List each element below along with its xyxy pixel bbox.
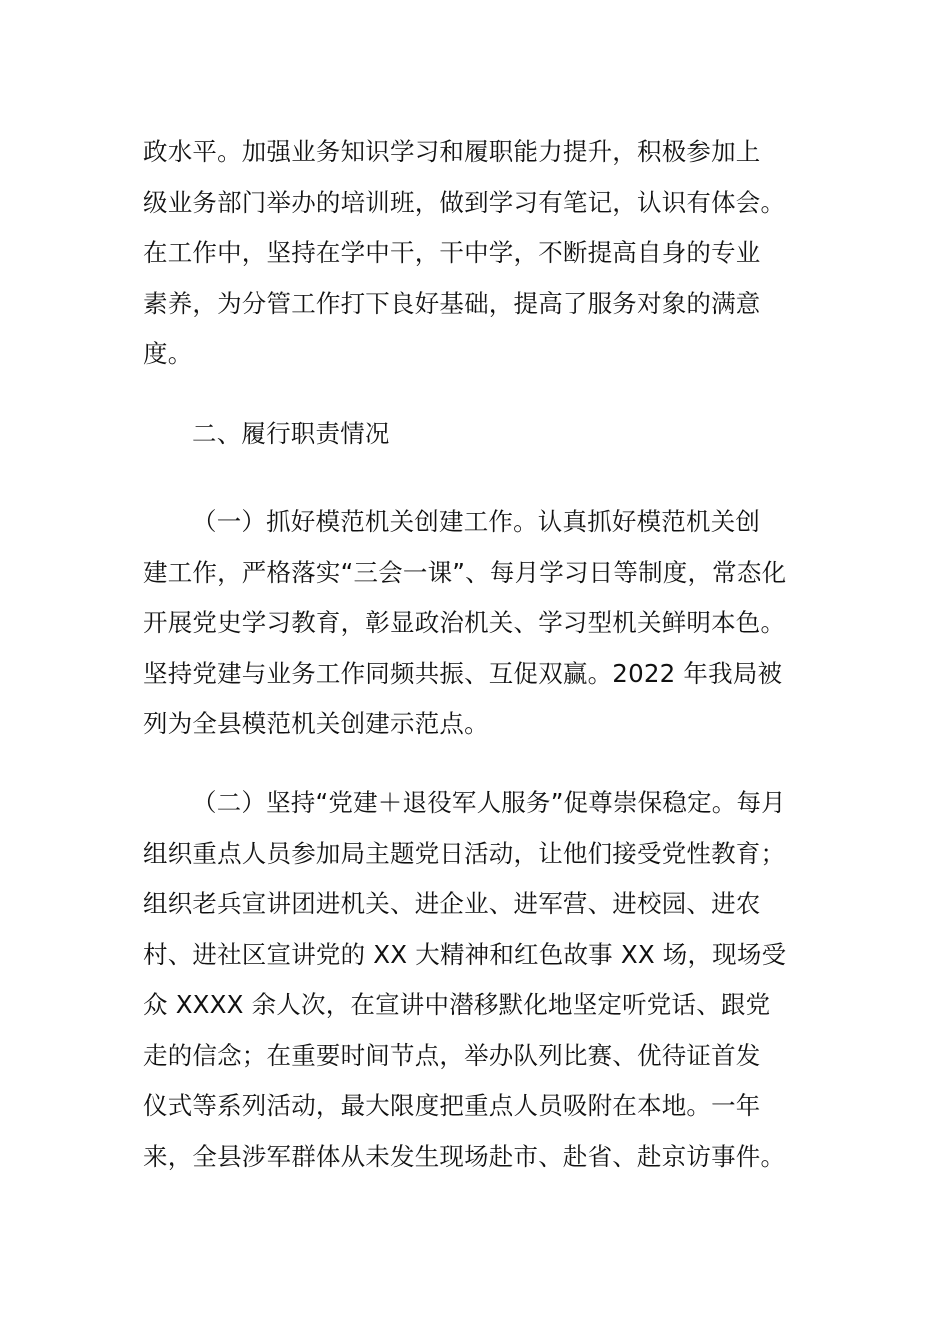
text-line: 众 XXXX 余人次，在宣讲中潜移默化地坚定听党话、跟党 — [143, 990, 771, 1019]
text-line: 建工作，严格落实“三会一课”、每月学习日等制度，常态化 — [143, 557, 787, 587]
paragraph-2 — [143, 497, 807, 750]
text-line: 政水平。加强业务知识学习和履职能力提升，积极参加上 — [143, 137, 761, 166]
text-line: 组织老兵宣讲团进机关、进企业、进军营、进校园、进农 — [143, 889, 761, 918]
paragraph-3 — [143, 778, 807, 1182]
text-line: 仪式等系列活动，最大限度把重点人员吸附在本地。一年 — [143, 1091, 761, 1120]
text-line: 素养，为分管工作打下良好基础，提高了服务对象的满意 — [143, 288, 761, 318]
text-line: 度。 — [143, 339, 193, 368]
text-line: 来，全县涉军群体从未发生现场赴市、赴省、赴京访事件。 — [143, 1141, 786, 1171]
section-heading-block — [143, 409, 807, 460]
text-line: 坚持党建与业务工作同频共振、互促双赢。2022 年我局被 — [143, 658, 783, 688]
text-line: 走的信念；在重要时间节点，举办队列比赛、优待证首发 — [143, 1040, 761, 1070]
text-line: （二）坚持“党建＋退役军人服务”促尊崇保稳定。每月 — [192, 788, 786, 817]
text-line: 级业务部门举办的培训班，做到学习有笔记，认识有体会。 — [143, 187, 786, 217]
paragraph-1 — [143, 127, 807, 380]
text-line: 开展党史学习教育，彰显政治机关、学习型机关鲜明本色。 — [143, 608, 786, 637]
text-line: （一）抓好模范机关创建工作。认真抓好模范机关创 — [192, 507, 761, 536]
section-heading: 二、履行职责情况 — [192, 419, 390, 448]
text-line: 村、进社区宣讲党的 XX 大精神和红色故事 XX 场，现场受 — [143, 939, 787, 969]
text-line: 在工作中，坚持在学中干，干中学，不断提高自身的专业 — [143, 238, 761, 267]
text-line: 列为全县模范机关创建示范点。 — [143, 709, 489, 738]
text-line: 组织重点人员参加局主题党日活动，让他们接受党性教育； — [143, 838, 786, 868]
